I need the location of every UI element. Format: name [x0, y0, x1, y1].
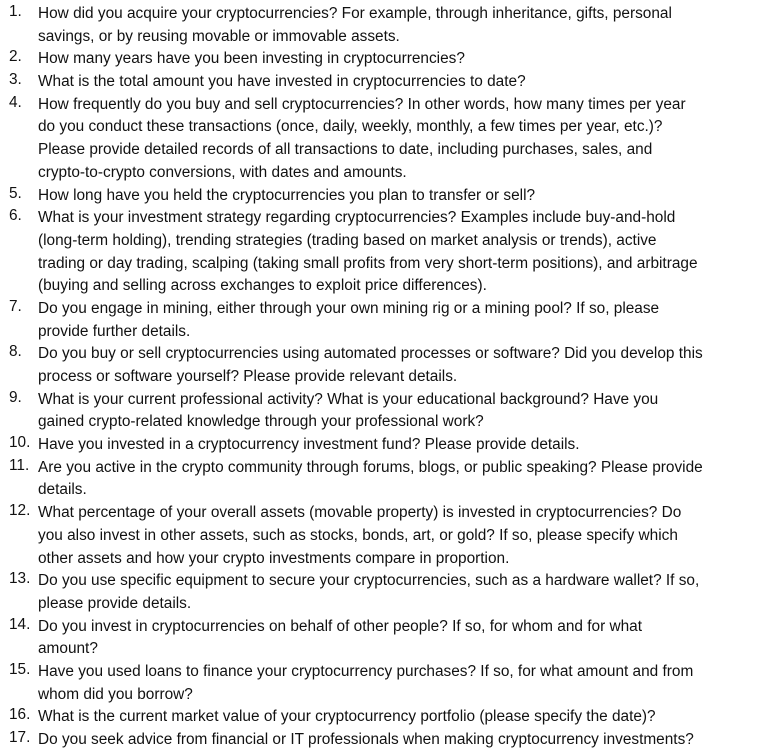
question-number: 6. [9, 207, 22, 225]
question-text-line: other assets and how your crypto investments compare in proportion. [38, 549, 510, 567]
question-text-line: whom did you borrow? [38, 685, 193, 703]
question-item-13 [0, 570, 765, 615]
question-text-line: What is the total amount you have invested in cryptocurrencies to date? [38, 73, 526, 91]
question-text-line: Do you engage in mining, either through your own mining rig or a mining pool? If so, please [38, 299, 660, 317]
question-text-line: gained crypto-related knowledge through your professional work? [38, 413, 484, 431]
question-number: 2. [9, 48, 22, 66]
question-number: 9. [9, 388, 22, 406]
question-item-11 [0, 457, 765, 502]
question-text-line: (buying and selling across exchanges to exploit price differences). [38, 277, 487, 295]
question-text-line: Do you seek advice from financial or IT professionals when making cryptocurrency investments? [38, 731, 694, 748]
question-text-line: please provide details. [38, 594, 192, 612]
question-item-6 [0, 207, 765, 298]
question-item-9 [0, 389, 765, 434]
question-number: 3. [9, 71, 22, 89]
question-text-line: Do you use specific equipment to secure your cryptocurrencies, such as a hardware wallet? If so, [38, 572, 700, 590]
question-item-12 [0, 502, 765, 570]
question-item-1 [0, 3, 765, 48]
question-item-5 [0, 185, 765, 208]
question-text-line: Please provide detailed records of all transactions to date, including purchases, sales, and [38, 141, 653, 159]
question-number: 8. [9, 343, 22, 361]
question-item-14 [0, 616, 765, 661]
question-text-line: How many years have you been investing in cryptocurrencies? [38, 50, 465, 68]
question-item-8 [0, 343, 765, 388]
question-number: 4. [9, 93, 22, 111]
question-text-line: Have you used loans to finance your cryptocurrency purchases? If so, for what amount and from [38, 662, 694, 680]
question-number: 11. [9, 456, 30, 474]
question-text-line: details. [38, 481, 87, 499]
question-item-2 [0, 48, 765, 71]
question-text-line: Do you buy or sell cryptocurrencies using automated processes or software? Did you develop this [38, 345, 703, 363]
question-text-line: you also invest in other assets, such as stocks, bonds, art, or gold? If so, please specify which [38, 526, 678, 544]
question-text-line: How frequently do you buy and sell cryptocurrencies? In other words, how many times per year [38, 95, 686, 113]
question-number: 17. [9, 729, 31, 746]
question-text-line: crypto-to-crypto conversions, with dates and amounts. [38, 163, 407, 181]
question-text-line: How did you acquire your cryptocurrencies? For example, through inheritance, gifts, personal [38, 5, 672, 22]
question-item-17 [0, 729, 765, 752]
question-item-7 [0, 298, 765, 343]
question-text-line: How long have you held the cryptocurrencies you plan to transfer or sell? [38, 186, 536, 204]
question-item-10 [0, 434, 765, 457]
question-item-15 [0, 661, 765, 706]
question-number: 1. [9, 3, 22, 20]
question-text-line: Are you active in the crypto community through forums, blogs, or public speaking? Please provide [38, 458, 703, 476]
question-text-line: trading or day trading, scalping (taking small profits from very short-term positions), and arbitrage [38, 254, 698, 272]
question-text-line: What is your current professional activity? What is your educational background? Have you [38, 390, 659, 408]
question-number: 15. [9, 660, 31, 678]
question-number: 7. [9, 297, 22, 315]
question-text-line: (long-term holding), trending strategies (trading based on market analysis or trends), active [38, 231, 657, 249]
question-text-line: process or software yourself? Please provide relevant details. [38, 368, 458, 385]
question-text-line: provide further details. [38, 322, 191, 340]
question-text-line: What is the current market value of your cryptocurrency portfolio (please specify the date)? [38, 708, 656, 726]
question-number: 13. [9, 570, 31, 588]
question-number: 12. [9, 502, 31, 520]
question-item-4 [0, 94, 765, 185]
question-text-line: Do you invest in cryptocurrencies on behalf of other people? If so, for whom and for what [38, 617, 642, 635]
question-number: 10. [9, 434, 31, 452]
question-number: 14. [9, 615, 31, 633]
question-item-16 [0, 706, 765, 729]
question-text-line: Have you invested in a cryptocurrency investment fund? Please provide details. [38, 436, 580, 454]
question-number: 16. [9, 706, 31, 724]
question-text-line: do you conduct these transactions (once, daily, weekly, monthly, a few times per year, etc.)? [38, 118, 663, 136]
question-text-line: What is your investment strategy regarding cryptocurrencies? Examples include buy-and-hold [38, 209, 676, 227]
question-text-line: savings, or by reusing movable or immovable assets. [38, 27, 400, 45]
question-item-3 [0, 71, 765, 94]
question-text-line: amount? [38, 640, 98, 658]
question-number: 5. [9, 184, 22, 202]
question-text-line: What percentage of your overall assets (movable property) is invested in cryptocurrencies? Do [38, 504, 682, 522]
